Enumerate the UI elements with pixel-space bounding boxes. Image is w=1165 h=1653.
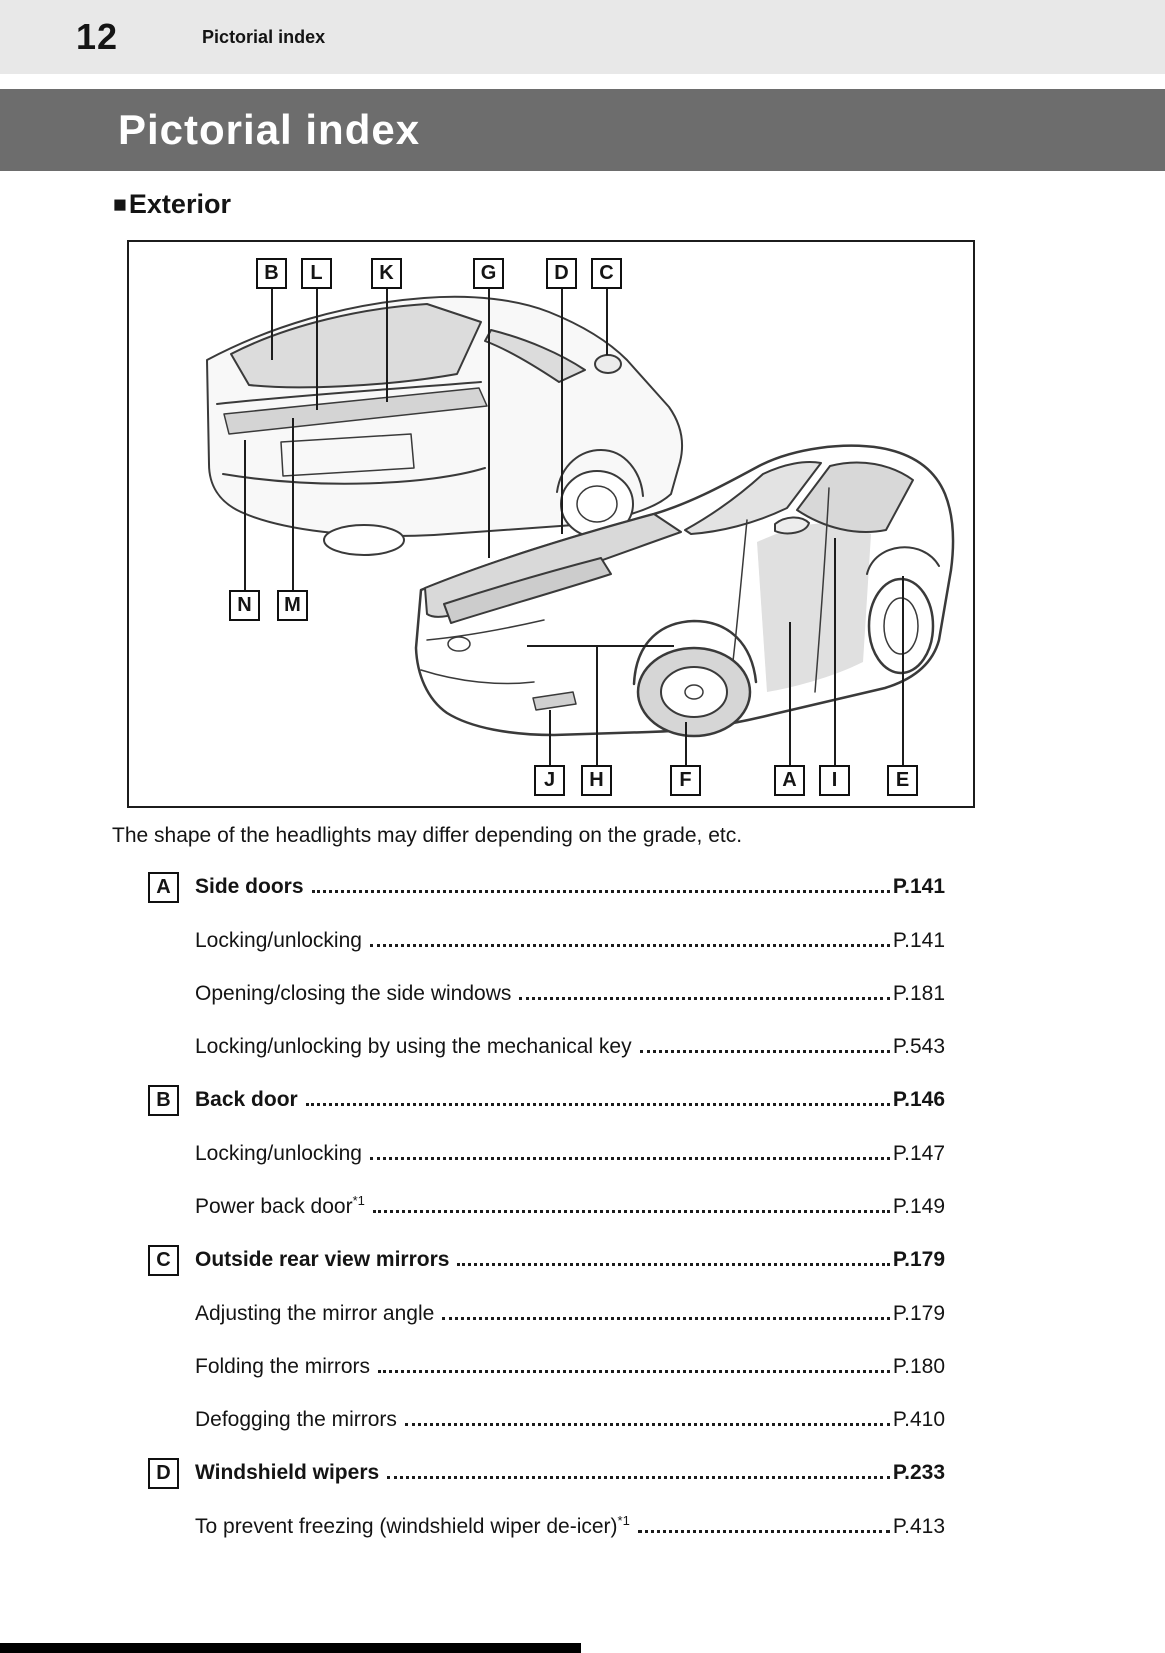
index-subentry xyxy=(148,1139,945,1169)
dot-leader xyxy=(638,1530,890,1533)
car-line-art xyxy=(129,242,973,806)
rear-left-wheel xyxy=(324,525,404,555)
index-subentry xyxy=(148,1299,945,1329)
subentry-page-ref: P.149 xyxy=(892,1195,945,1218)
dot-leader xyxy=(387,1476,890,1479)
section-square-marker: ■ xyxy=(113,191,127,217)
subentry-label: Locking/unlocking xyxy=(195,1142,362,1165)
entry-title: Back door xyxy=(195,1088,298,1111)
subentry-page-ref: P.543 xyxy=(892,1035,945,1058)
chapter-title: Pictorial index xyxy=(118,106,421,153)
dot-leader xyxy=(640,1050,890,1053)
dot-leader xyxy=(370,944,890,947)
dot-leader xyxy=(457,1263,889,1266)
subentry-label: Locking/unlocking xyxy=(195,929,362,952)
section-title: Exterior xyxy=(128,189,231,219)
subentry-label: To prevent freezing (windshield wiper de-icer)$^{*1}$ xyxy=(195,1513,630,1538)
index-subentry xyxy=(148,1512,945,1542)
page-number: 12 xyxy=(76,16,119,57)
index-entry-D xyxy=(148,1458,945,1489)
chapter-banner xyxy=(0,89,1165,171)
dot-leader xyxy=(373,1210,890,1213)
index-entry-A xyxy=(148,872,945,903)
dot-leader xyxy=(442,1317,890,1320)
dot-leader xyxy=(370,1157,890,1160)
subentry-label: Opening/closing the side windows xyxy=(195,982,512,1005)
subentry-label: Folding the mirrors xyxy=(195,1355,371,1378)
subentry-label: Defogging the mirrors xyxy=(195,1408,397,1431)
rear-window xyxy=(231,304,481,387)
index-subentry xyxy=(148,926,945,956)
callout-label-H: H xyxy=(581,765,612,796)
rear-car-mirror xyxy=(595,355,621,373)
entry-title: Outside rear view mirrors xyxy=(195,1248,450,1271)
footer-bar xyxy=(0,1643,581,1653)
subentry-label: Adjusting the mirror angle xyxy=(195,1302,435,1325)
footnote-marker: *1 xyxy=(617,1513,630,1528)
callout-label-E: E xyxy=(887,765,918,796)
index-subentry xyxy=(148,979,945,1009)
index-subentry xyxy=(148,1405,945,1435)
entry-page-ref: P.146 xyxy=(892,1088,945,1111)
subentry-page-ref: P.147 xyxy=(892,1142,945,1165)
subentry-page-ref: P.179 xyxy=(892,1302,945,1325)
entry-title: Windshield wipers xyxy=(195,1461,380,1484)
callout-label-A: A xyxy=(774,765,805,796)
dot-leader xyxy=(378,1370,890,1373)
subentry-page-ref: P.141 xyxy=(892,929,945,952)
pictorial-index-list xyxy=(148,872,945,1542)
callout-label-I: I xyxy=(819,765,850,796)
callout-label-G: G xyxy=(473,258,504,289)
entry-title: Side doors xyxy=(195,875,304,898)
callout-label-F: F xyxy=(670,765,701,796)
entry-letter-box: C xyxy=(148,1245,179,1276)
callout-label-B: B xyxy=(256,258,287,289)
callout-label-J: J xyxy=(534,765,565,796)
entry-page-ref: P.179 xyxy=(892,1248,945,1271)
index-subentry xyxy=(148,1192,945,1222)
footnote-marker: *1 xyxy=(352,1193,365,1208)
diagram-caption: The shape of the headlights may differ depending on the grade, etc. xyxy=(112,824,743,847)
subentry-page-ref: P.413 xyxy=(892,1515,945,1538)
dot-leader xyxy=(306,1103,890,1106)
subentry-page-ref: P.410 xyxy=(892,1408,945,1431)
index-entry-C xyxy=(148,1245,945,1276)
callout-label-K: K xyxy=(371,258,402,289)
callout-label-C: C xyxy=(591,258,622,289)
header-section-title: Pictorial index xyxy=(202,26,326,47)
exterior-diagram xyxy=(127,240,975,808)
rear-car-illustration xyxy=(207,297,682,555)
index-subentry xyxy=(148,1352,945,1382)
callout-label-L: L xyxy=(301,258,332,289)
entry-page-ref: P.233 xyxy=(892,1461,945,1484)
subentry-page-ref: P.180 xyxy=(892,1355,945,1378)
entry-page-ref: P.141 xyxy=(892,875,945,898)
entry-letter-box: D xyxy=(148,1458,179,1489)
page-header xyxy=(0,0,1165,74)
index-subentry xyxy=(148,1032,945,1062)
callout-label-M: M xyxy=(277,590,308,621)
subentry-page-ref: P.181 xyxy=(892,982,945,1005)
subentry-label: Power back door$^{*1}$ xyxy=(195,1193,365,1218)
subentry-label: Locking/unlocking by using the mechanical key xyxy=(195,1035,632,1058)
entry-letter-box: A xyxy=(148,872,179,903)
section-heading xyxy=(113,189,1165,220)
dot-leader xyxy=(519,997,889,1000)
dot-leader xyxy=(405,1423,890,1426)
index-entry-B xyxy=(148,1085,945,1116)
callout-label-N: N xyxy=(229,590,260,621)
callout-label-D: D xyxy=(546,258,577,289)
dot-leader xyxy=(312,890,890,893)
entry-letter-box: B xyxy=(148,1085,179,1116)
